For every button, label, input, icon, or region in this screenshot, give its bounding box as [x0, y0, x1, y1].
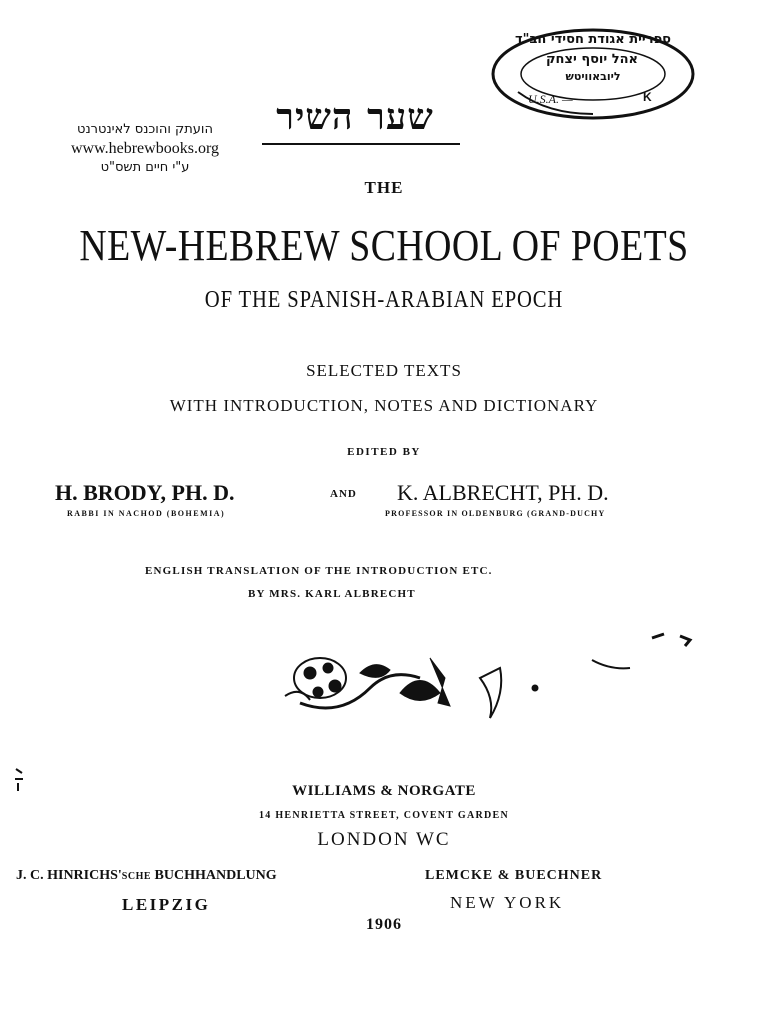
- publisher-address: 14 HENRIETTA STREET, COVENT GARDEN: [258, 810, 510, 821]
- book-title: NEW-HEBREW SCHOOL OF POETS: [79, 221, 689, 270]
- title-article: THE: [364, 178, 404, 197]
- leipzig-publisher-b: SCHE: [121, 871, 152, 882]
- publisher-name: WILLIAMS & NORGATE: [292, 783, 476, 799]
- and-label: AND: [330, 488, 357, 500]
- stamp-line-2: ליובאוויטש: [565, 70, 621, 83]
- stamp-ring-text: ספריית אגודת חסידי חב"ד: [515, 32, 671, 47]
- print-mark-icon: [590, 656, 635, 676]
- hebrew-title: שער השיר: [276, 96, 434, 138]
- publisher-city: LONDON WC: [317, 829, 451, 850]
- editor-brody: [55, 480, 235, 518]
- newyork-city: NEW YORK: [450, 893, 565, 912]
- editor-albrecht-degree: PH. D.: [548, 480, 609, 505]
- watermark-url[interactable]: www.hebrewbooks.org: [71, 140, 219, 157]
- leipzig-publisher: [16, 868, 277, 884]
- introduction-line: WITH INTRODUCTION, NOTES AND DICTIONARY: [169, 396, 599, 415]
- library-stamp: [488, 22, 698, 122]
- newyork-publisher: LEMCKE & BUECHNER: [425, 868, 603, 883]
- stamp-country: U.S.A. —: [528, 92, 573, 106]
- title-rule: [262, 143, 460, 145]
- editor-albrecht: [385, 480, 609, 518]
- watermark-credit-line: ע"י חיים תשס"ט: [100, 160, 190, 175]
- translator-line: BY MRS. KARL ALBRECHT: [248, 588, 416, 600]
- selected-texts-line: SELECTED TEXTS: [306, 361, 462, 380]
- editor-brody-degree: PH. D.: [171, 480, 235, 505]
- book-subtitle: OF THE SPANISH-ARABIAN EPOCH: [204, 287, 564, 313]
- editor-brody-role: RABBI IN NACHOD (BOHEMIA): [67, 509, 226, 518]
- floral-ornament-icon: [280, 648, 550, 728]
- watermark: [40, 120, 250, 177]
- editor-brody-name: H. BRODY,: [55, 480, 172, 505]
- translation-line: ENGLISH TRANSLATION OF THE INTRODUCTION ETC.: [145, 565, 493, 577]
- edited-by-label: EDITED BY: [347, 446, 421, 458]
- leipzig-city: LEIPZIG: [122, 895, 211, 914]
- leipzig-publisher-a: J. C. HINRICHS': [16, 868, 122, 883]
- leipzig-publisher-c: BUCHHANDLUNG: [151, 868, 277, 883]
- print-mark-icon: [650, 630, 700, 650]
- editor-albrecht-role: PROFESSOR IN OLDENBURG (GRAND-DUCHY: [385, 509, 606, 518]
- watermark-hebrew-line: הועתק והוכנס לאינטרנט: [77, 122, 213, 137]
- stamp-line-1: אהל יוסף יצחק: [545, 52, 638, 67]
- editor-albrecht-name: K. ALBRECHT,: [397, 480, 549, 505]
- stamp-mark: K: [643, 90, 652, 104]
- publication-year: 1906: [366, 916, 402, 933]
